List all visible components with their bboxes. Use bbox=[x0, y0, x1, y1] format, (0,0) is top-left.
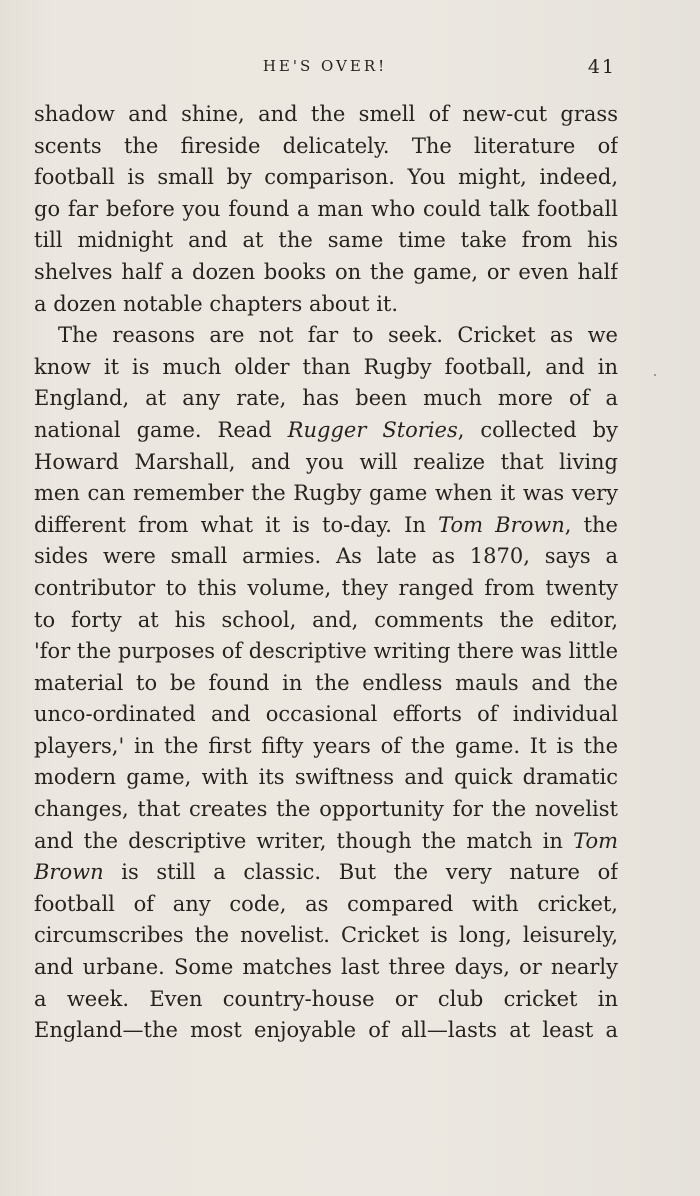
text-line: to forty at his school, and, comments the editor, bbox=[34, 607, 618, 632]
text-line: Brown is still a classic. But the very nature of bbox=[34, 860, 618, 885]
text-line: material to be found in the endless mauls and the bbox=[34, 670, 618, 695]
text-line: circumscribes the novelist. Cricket is long, leisurely, bbox=[34, 923, 618, 948]
book-title-rugger-stories: Rugger Stories bbox=[287, 417, 458, 442]
text-line: football of any code, as compared with cricket, bbox=[34, 891, 618, 916]
paper-speck bbox=[654, 374, 656, 376]
book-title-tom-brown: Tom Brown bbox=[438, 512, 565, 537]
book-title-tom-brown-part1: Tom bbox=[573, 828, 618, 853]
text-line: changes, that creates the opportunity for the novelist bbox=[34, 797, 618, 822]
text-line: and the descriptive writer, though the match in Tom bbox=[34, 828, 618, 853]
text-line: go far before you found a man who could talk football bbox=[34, 196, 618, 221]
text-line: a week. Even country-house or club cricket in bbox=[34, 986, 618, 1011]
text-line: shadow and shine, and the smell of new-cut grass bbox=[34, 102, 618, 126]
text-line: contributor to this volume, they ranged from twenty bbox=[34, 575, 618, 600]
text-line: know it is much older than Rugby football, and in bbox=[34, 354, 618, 379]
text-line: Howard Marshall, and you will realize that living bbox=[34, 449, 618, 474]
text-line: scents the fireside delicately. The literature of bbox=[34, 133, 618, 158]
text-line: England, at any rate, has been much more of a bbox=[34, 386, 618, 411]
text-line: players,' in the first fifty years of the game. It is the bbox=[34, 733, 618, 758]
text-line: shelves half a dozen books on the game, or even half bbox=[34, 259, 618, 284]
book-title-tom-brown-part2: Brown bbox=[34, 860, 104, 885]
text-line: 'for the purposes of descriptive writing there was little bbox=[34, 639, 618, 664]
text-line: modern game, with its swiftness and quick dramatic bbox=[34, 765, 618, 790]
text-line: and urbane. Some matches last three days, or nearly bbox=[34, 955, 618, 980]
text-line: sides were small armies. As late as 1870, says a bbox=[34, 544, 618, 569]
text-line: football is small by comparison. You might, indeed, bbox=[34, 165, 618, 190]
text-line: national game. Read Rugger Stories, collected by bbox=[34, 417, 618, 442]
text-line: men can remember the Rugby game when it was very bbox=[34, 481, 618, 506]
chapter-title: HE'S OVER! bbox=[262, 57, 388, 75]
text-line: England—the most enjoyable of all—lasts at least a bbox=[34, 1018, 618, 1043]
text-line: till midnight and at the same time take from his bbox=[34, 228, 618, 253]
body-text bbox=[34, 99, 618, 1047]
paragraph-start-line: The reasons are not far to seek. Cricket as we bbox=[58, 323, 618, 348]
text-line: different from what it is to-day. In Tom Brown, the bbox=[34, 512, 618, 537]
page-number: 41 bbox=[587, 56, 616, 78]
running-head bbox=[34, 57, 616, 85]
text-line: unco-ordinated and occasional efforts of individual bbox=[34, 702, 618, 727]
paragraph-end-line: a dozen notable chapters about it. bbox=[34, 291, 399, 316]
